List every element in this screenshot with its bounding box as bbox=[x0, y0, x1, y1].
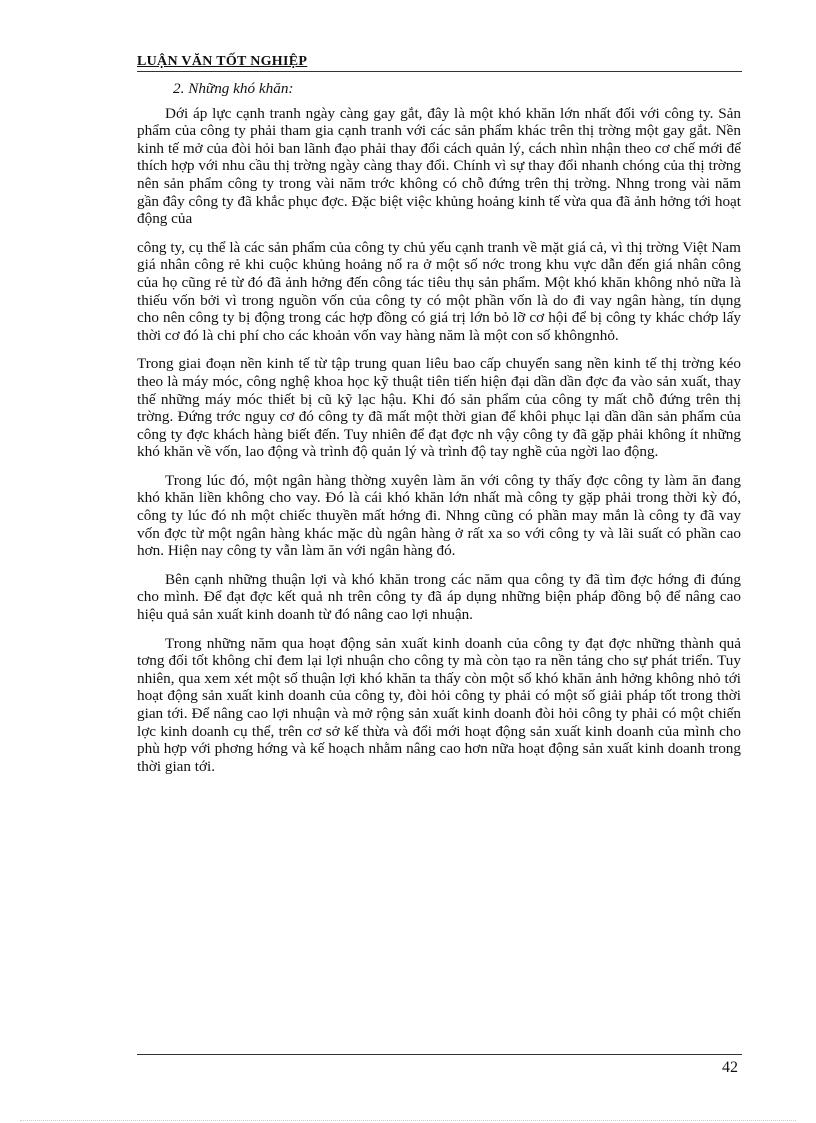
paragraph: Trong giai đoạn nền kinh tế từ tập trung quan liêu bao cấp chuyển sang nền kinh tế thị trờng kéo theo là máy móc, công nghệ khoa học kỹ thuật tiên tiến hiện đại dần dần đợc đa vào sản xuất, thay thế những máy móc thiết bị cũ kỹ lạc hậu. Khi đó sản phẩm của công ty mất chỗ đứng trên thị trờng. Đứng trớc nguy cơ đó công ty đã mất một thời gian để khôi phục lại dần dần sản phẩm của công ty đợc khách hàng biết đến. Tuy nhiên để đạt đợc nh vậy công ty đã gặp phải không ít những khó khăn về vốn, lao động và trình độ quản lý và trình độ tay nghề của ngời lao động. bbox=[137, 355, 741, 461]
page-number: 42 bbox=[722, 1059, 738, 1076]
header-title: LUẬN VĂN TỐT NGHIỆP bbox=[137, 54, 308, 69]
document-body bbox=[137, 80, 741, 786]
paragraph: công ty, cụ thể là các sản phẩm của công ty chủ yếu cạnh tranh về mặt giá cả, vì thị trờng Việt Nam giá nhân công rẻ khi cuộc khủng hoảng nổ ra ở một số nớc trong khu vực dẫn đến giá nhân công của họ cũng rẻ từ đó đã ảnh hởng đến công tác tiêu thụ sản phẩm. Một khó khăn không nhỏ nữa là thiếu vốn bởi vì trong nguồn vốn của công ty có một phần vốn là do đi vay ngân hàng, tín dụng cho nên công ty bị động trong các hợp đồng có giá trị lớn bỏ lỡ cơ hội để bị công ty khác chớp lấy thời cơ đó là chi phí cho các khoản vốn vay hàng năm là một con số khôngnhỏ. bbox=[137, 238, 741, 344]
paragraph: Trong những năm qua hoạt động sản xuất kinh doanh của công ty đạt đợc những thành quả tơng đối tốt không chỉ đem lại lợi nhuận cho công ty mà còn tạo ra nền tảng cho sự phát triển. Tuy nhiên, qua xem xét một số thuận lợi khó khăn ta thấy còn một số khó khăn ảnh hởng không nhỏ tới hoạt động sản xuất kinh doanh của công ty, đòi hỏi công ty phải có một số giải pháp tốt trong thời gian tới. Để nâng cao lợi nhuận và mở rộng sản xuất kinh doanh đòi hỏi công ty phải có một chiến lợc kinh doanh cụ thể, trên cơ sở kế thừa và đổi mới hoạt động sản xuất kinh doanh của mình cho phù hợp với phơng hớng và kế hoạch nhằm nâng cao hơn nữa hoạt động sản xuất kinh doanh trong thời gian tới. bbox=[137, 634, 741, 775]
paragraph: Bên cạnh những thuận lợi và khó khăn trong các năm qua công ty đã tìm đợc hớng đi đúng cho mình. Để đạt đợc kết quả nh trên công ty đã áp dụng những biện pháp đồng bộ để nâng cao hiệu quả sản xuất kinh doanh từ đó nâng cao lợi nhuận. bbox=[137, 570, 741, 624]
page-header bbox=[137, 52, 742, 72]
footer-divider bbox=[137, 1054, 742, 1055]
page-edge-divider bbox=[20, 1120, 796, 1121]
paragraph: Trong lúc đó, một ngân hàng thờng xuyên làm ăn với công ty thấy đợc công ty làm ăn đang khó khăn liền không cho vay. Đó là cái khó khăn lớn nhất mà công ty gặp phải trong thời kỳ đó, công ty lúc đó nh một chiếc thuyền mất hớng đi. Nhng cũng có phần may mắn là công ty đã vay vốn đợc từ một ngân hàng khác mặc dù ngân hàng ở rất xa so với công ty và lãi suất có phần cao hơn. Hiện nay công ty vẫn làm ăn với ngân hàng đó. bbox=[137, 471, 741, 560]
paragraph: Dới áp lực cạnh tranh ngày càng gay gắt, đây là một khó khăn lớn nhất đối với công ty. Sản phẩm của công ty phải tham gia cạnh tranh với các sản phẩm khác trên thị trờng một gay gắt. Nền kinh tế mở của đòi hỏi ban lãnh đạo phải thay đổi cách quản lý, cách nhìn nhận theo cơ chế mới để thích hợp với nhu cầu thị trờng ngày càng thay đổi. Chính vì sự thay đổi nhanh chóng của thị trờng nên sản phẩm công ty trong vài năm trớc không có chỗ đứng trên thị trờng. Nhng trong vài năm gần đây công ty đã khắc phục đợc. Đặc biệt việc khủng hoảng kinh tế vừa qua đã ảnh hởng tới hoạt động của bbox=[137, 104, 741, 228]
section-title: 2. Những khó khăn: bbox=[173, 80, 294, 97]
